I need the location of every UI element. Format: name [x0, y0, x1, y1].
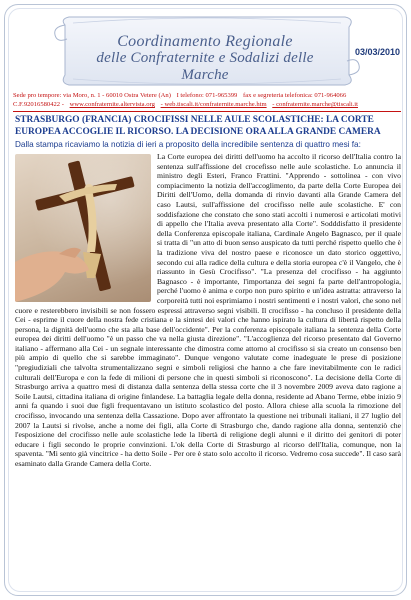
page-frame: [4, 4, 407, 596]
contact-tax-code: C.F.92016580422 -: [13, 101, 64, 108]
contact-divider: [13, 111, 401, 112]
contact-website-link[interactable]: www.confraternite.altervista.org: [69, 101, 155, 108]
article-body-text: La Corte europea dei diritti dell'uomo ha accolto il ricorso dell'Italia contro la sentenza sull'affissione del crocefisso nelle aule scolastiche. Lo annuncia il ministro degli Esteri, Franco Frattini. "Apprendo - sottolinea - con vivo compiacimento la notizia dell'accoglimento, da parte della Corte Europea dei Diritti dell'Uomo, della domanda di rinvio davanti alla Grande Camera del caso Lautsi, sull'affissione del crocifisso nelle aule scolastiche. E' con soddisfazione che constato che sono stati accolti i numerosi e articolati motivi di appello che l'Italia aveva presentato alla Corte". Sodddisfatto il presidente della Conferenza episcopale italiana, Cardinale Angelo Bagnasco, per il quale si tratta di "un atto di buon senso auspicato da tutti perché rispetto quello che è la tradizione viva del nostro paese e riconosce un dato storico oggettivo, secondo cui alla radice della cultura e della storia europea c'è il Vangelo, che è riassunto in Gesù Crocifisso". "La presenza del crocifisso - ha aggiunto Bagnasco - è importante, l'importanza dei segni fa parte dell'antropologia, perché l'uomo è anima e corpo non puro spirito e un'idea astratta: attraverso la corporeità tutti noi esprimiamo i nostri sentimenti e i nostri valori, che sono nel cuore e resterebbero invisibili se non fossero espressi attraverso segni visibili. Il crocifisso - ha concluso il presidente della Cei - esprime il cuore della nostra fede cristiana e la sintesi dei valori che hanno ispirato la cultura di libertà rispetto della persona, la dignità dell'uomo che sta alla base dell'occidente". Per la conferenza episcopale italiana la sentenza della Corte europea dei diritti dell'uomo "è un passo che va nella giusta direzione". "L'accoglienza del ricorso presentato dal Governo italiano - affermano alla Cei - un segnale interessante che dimostra come attorno al crocifisso si sia creato un consenso ben più ampio di quello che si sarebbe immaginato". Dunque vengono valutate come inadeguate le prese di posizione "pregiudiziali che talvolta strumentalizzano segni e simboli religiosi che hanno a che fare inevitabilmente con le radici culturali dell'Europa e con la fede di milioni di persone che in questi simboli si riconoscono". La decisione della Corte di Strasburgo arriva a quattro mesi di distanza dalla sentenza della stessa corte che il 3 novembre 2009 aveva dato ragione a Soile Lautsi, cittadina italiana di origine finlandese. La battaglia legale della donna, residente ad Abano Terme, ebbe inizio 9 anni fa quando i suoi due figli frequentavano un istituto scolastico del posto. Allora chiese alla scuola la rimozione del crocifisso, invocando una sentenza della Cassazione. Dopo aver affrontato la questione nei tribunali italiani, il 27 luglio del 2007 la Lautsi si rivolse, anche a nome dei figli, alla Corte di Strasburgo che, dando ragione alla donna, sentenziò che l'esposizione del crocifisso nelle aule scolastiche lede la libertà di religione degli alunni e il diritto dei genitori di poter educare i figli secondo le proprie convinzioni. L'ok della Corte di Strasburgo al ricorso dell'Italia, comunque, non la spaventa. "Mi sento già vincitrice - ha detto Soile - Per ore è stato solo accolto il ricorso. Vedremo cosa succede". Il caso sarà esaminato dalla Grande Camera della Corte.: [15, 152, 401, 468]
contact-tiscali-link[interactable]: - web.tiscali.it/confraternite.marche.htm: [160, 101, 267, 108]
contact-row-address: [13, 91, 401, 100]
issue-date: 03/03/2010: [354, 47, 400, 57]
masthead-title-line1: Coordinamento Regionale: [117, 33, 293, 50]
contact-row-web: [13, 100, 401, 109]
masthead-title-line2: delle Confraternite e Sodalizi delle Marche: [96, 50, 314, 83]
article-body-container: [15, 152, 401, 594]
hand-icon: [15, 154, 151, 302]
contact-strip: [13, 91, 401, 109]
masthead-title: [75, 33, 335, 84]
article-photo: [15, 154, 151, 302]
masthead: [5, 5, 407, 91]
contact-phone: I telefono: 071-965399: [176, 92, 238, 99]
contact-fax: fax e segreteria telefonica: 071-964066: [243, 92, 347, 99]
contact-email-link[interactable]: - confraternite.marche@tiscali.it: [272, 101, 358, 108]
article-intro: Dalla stampa ricaviamo la notizia di ieri a proposito della incredibile sentenza di quattro mesi fa:: [15, 140, 361, 149]
article-headline: STRASBURGO (FRANCIA) CROCIFISSI NELLE AULE SCOLASTICHE: LA CORTE EUROPEA ACCOGLIE IL RICORSO. LA DECISIONE ORA ALLA GRANDE CAMERA: [15, 115, 381, 137]
contact-address: Sede pro tempore: via Moro, n. 1 - 60010 Ostra Vetere (An): [13, 92, 171, 99]
